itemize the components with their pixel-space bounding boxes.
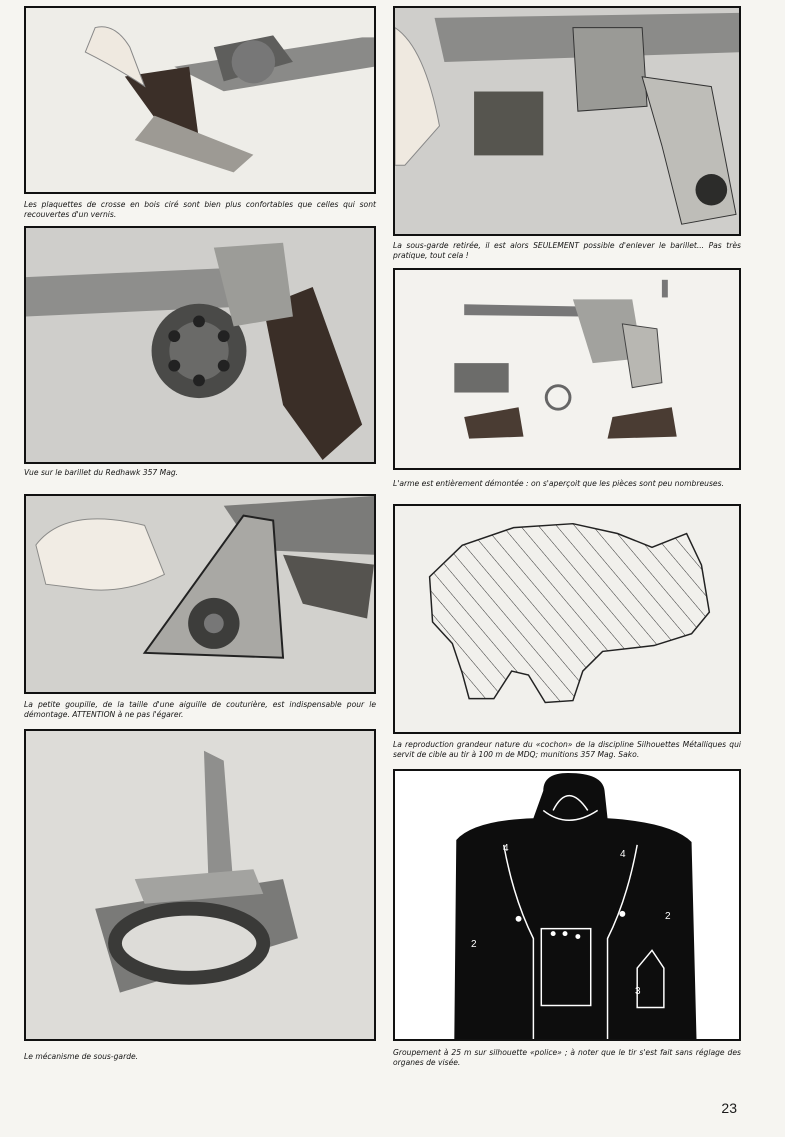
caption-pin: La petite goupille, de la taille d'une aiguille de couturière, est indispensable pour le démontage. ATTENTION à ne pas l'égarer. (24, 700, 376, 719)
zone-side-right-label: 2 (665, 911, 671, 922)
photo-trigger-guard (24, 729, 376, 1041)
zone-side-left-label: 2 (471, 939, 477, 950)
photo-disassembled (393, 268, 741, 470)
zone-hand-label: 3 (635, 986, 641, 997)
photo-cylinder-removal (393, 6, 741, 236)
caption-cylinder-removal: La sous-garde retirée, il est alors SEULEMENT possible d'enlever le barillet... Pas très pratique, tout cela ! (393, 241, 741, 260)
photo-grips (24, 6, 376, 194)
photo-cylinder-view (24, 226, 376, 464)
page-number: 23 (721, 1100, 737, 1116)
target-police (393, 769, 741, 1041)
caption-trigger-guard: Le mécanisme de sous-garde. (24, 1052, 139, 1061)
caption-disassembled: L'arme est entièrement démontée : on s'aperçoit que les pièces sont peu nombreuses. (393, 479, 724, 488)
caption-pig-target: La reproduction grandeur nature du «cochon» de la discipline Silhouettes Métalliques qui servit de cible au tir à 100 m de MDQ; munitions 357 Mag. Sako. (393, 740, 741, 759)
zone-head-label: 4 (503, 843, 509, 854)
zone-upper-right-label: 4 (620, 849, 626, 860)
caption-police-target: Groupement à 25 m sur silhouette «police» ; à noter que le tir s'est fait sans réglage des organes de visée. (393, 1048, 741, 1067)
caption-cylinder-view: Vue sur le barillet du Redhawk 357 Mag. (24, 468, 179, 477)
caption-grips: Les plaquettes de crosse en bois ciré sont bien plus confortables que celles qui sont recouvertes d'un vernis. (24, 200, 376, 219)
target-pig (393, 504, 741, 734)
photo-pin (24, 494, 376, 694)
